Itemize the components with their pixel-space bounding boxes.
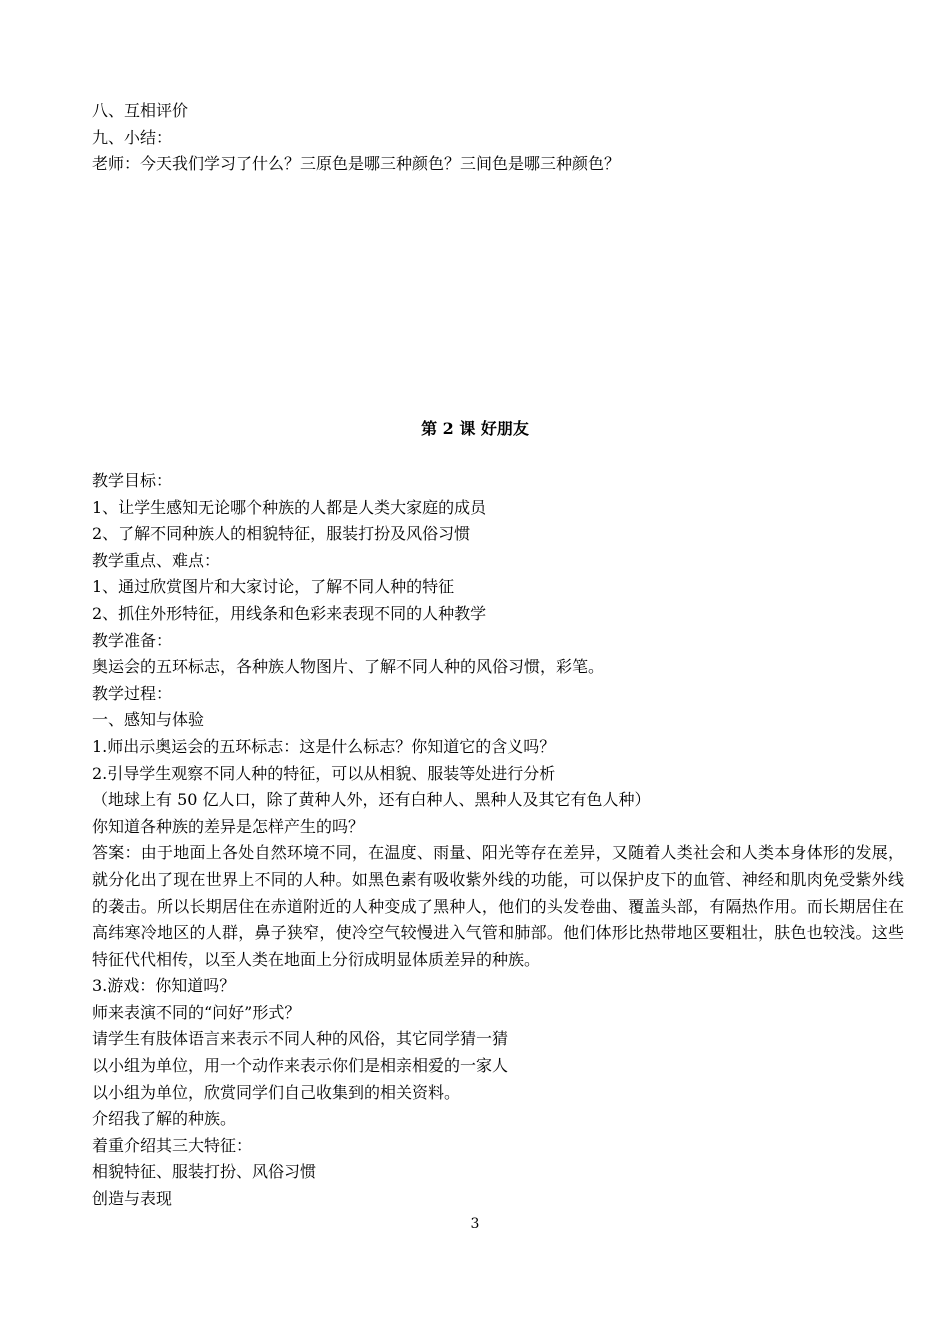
text-line: 以小组为单位，欣赏同学们自己收集到的相关资料。 — [92, 1082, 461, 1102]
page-number: 3 — [470, 1216, 480, 1232]
text-line: 着重介绍其三大特征： — [92, 1135, 253, 1155]
text-line: 奥运会的五环标志，各种族人物图片、了解不同人种的风俗习惯，彩笔。 — [92, 657, 605, 677]
text-line: 八、互相评价 — [92, 101, 189, 120]
text-line: 教学准备： — [92, 630, 173, 650]
text-line: 你知道各种族的差异是怎样产生的吗？ — [92, 816, 365, 836]
text-line: 请学生有肢体语言来表示不同人种的风俗，其它同学猜一猜 — [92, 1029, 509, 1049]
text-line: 介绍我了解的种族。 — [92, 1109, 237, 1129]
lesson-body — [92, 468, 904, 1213]
text-line: 老师：今天我们学习了什么？三原色是哪三种颜色？三间色是哪三种颜色？ — [92, 154, 621, 174]
text-line: 1.师出示奥运会的五环标志：这是什么标志？你知道它的含义吗？ — [92, 736, 556, 756]
text-line: 3.游戏：你知道吗？ — [92, 976, 236, 996]
text-line: 1、让学生感知无论哪个种族的人都是人类大家庭的成员 — [92, 497, 487, 517]
previous-lesson-ending — [92, 98, 892, 178]
text-line: 2.引导学生观察不同人种的特征，可以从相貌、服装等处进行分析 — [92, 763, 556, 783]
text-line: 以小组为单位，用一个动作来表示你们是相亲相爱的一家人 — [92, 1056, 509, 1076]
text-line: 2、抓住外形特征，用线条和色彩来表现不同的人种教学 — [92, 603, 487, 623]
answer-paragraph: 答案：由于地面上各处自然环境不同，在温度、雨量、阳光等存在差异，又随着人类社会和人类本身体形的发展，就分化出了现在世界上不同的人种。如黑色素有吸收紫外线的功能，可以保护皮下的血管、神经和肌肉免受紫外线的袭击。所以长期居住在赤道附近的人种变成了黑种人，他们的头发卷曲、覆盖头部，有隔热作用。而长期居住在高纬寒冷地区的人群，鼻子狭窄，使冷空气较慢进入气管和肺部。他们体形比热带地区要粗壮，肤色也较浅。这些特征代代相传，以至人类在地面上分衍成明显体质差异的种族。 — [92, 843, 904, 969]
text-line: 师来表演不同的“问好”形式？ — [92, 1002, 301, 1022]
text-line: 教学目标： — [92, 471, 173, 490]
text-line: 相貌特征、服装打扮、风俗习惯 — [92, 1162, 317, 1182]
text-line: 1、通过欣赏图片和大家讨论，了解不同人种的特征 — [92, 577, 455, 597]
text-line: 2、了解不同种族人的相貌特征，服装打扮及风俗习惯 — [92, 524, 471, 544]
text-line: （地球上有 50 亿人口，除了黄种人外，还有白种人、黑种人及其它有色人种） — [92, 790, 651, 810]
lesson-title: 第 2 课 好朋友 — [421, 419, 529, 438]
text-line: 教学过程： — [92, 683, 173, 703]
text-line: 创造与表现 — [92, 1189, 173, 1209]
text-line: 九、小结： — [92, 127, 173, 147]
text-line: 一、感知与体验 — [92, 710, 205, 730]
text-line: 教学重点、难点： — [92, 550, 221, 570]
